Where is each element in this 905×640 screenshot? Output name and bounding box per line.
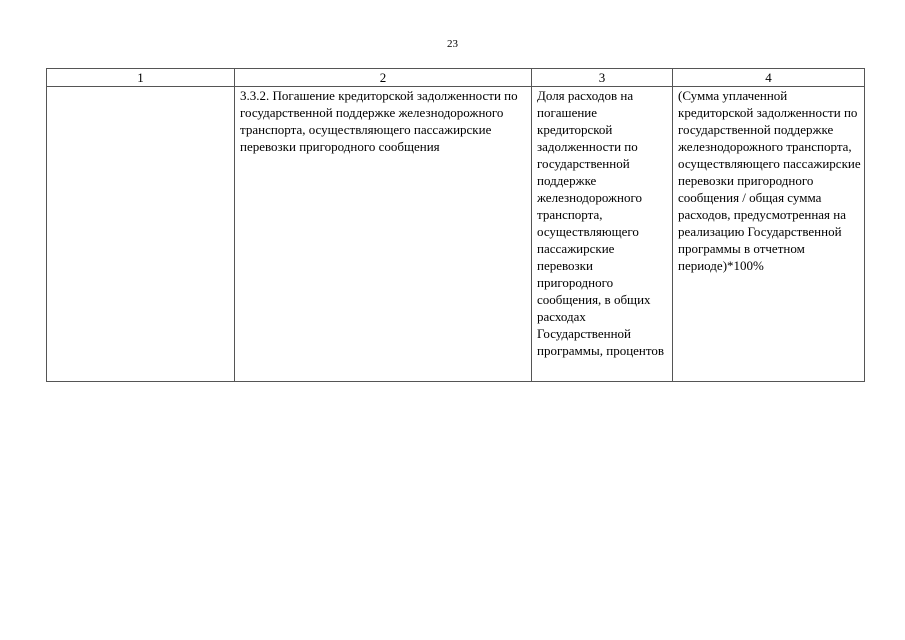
column-header-1: 1 [47,69,235,87]
cell-number [47,87,235,382]
header-row [47,69,865,87]
table-row [47,87,865,382]
table-header [47,69,865,87]
column-header-3: 3 [532,69,673,87]
cell-event-name [235,87,532,382]
cell-indicator-name [532,87,673,382]
table-body [47,87,865,382]
page-number: 23 [447,38,458,50]
indicator-table [46,68,865,382]
cell-indicator-name-text: Доля расходов на погашение кредиторской задолженности по государственной поддержке железнодорожного транспорта, осуществляющего пассажирские перевозки пригородного сообщения, в общих расходах Государственной программы, процентов [537,88,665,358]
cell-event-name-text: 3.3.2. Погашение кредиторской задолженности по государственной поддержке железнодорожного транспорта, осуществляющего пассажирские перевозки пригородного сообщения [240,88,518,154]
column-header-2: 2 [235,69,532,87]
column-header-4: 4 [673,69,865,87]
cell-calculation-formula [673,87,865,382]
cell-calculation-formula-text: (Сумма уплаченной кредиторской задолженности по государственной поддержке железнодорожного транспорта, осуществляющего пассажирские перевозки пригородного сообщения / общая сумма расходов, предусмотренная на реализацию Государственной программы в отчетном периоде)*100% [678,88,861,273]
